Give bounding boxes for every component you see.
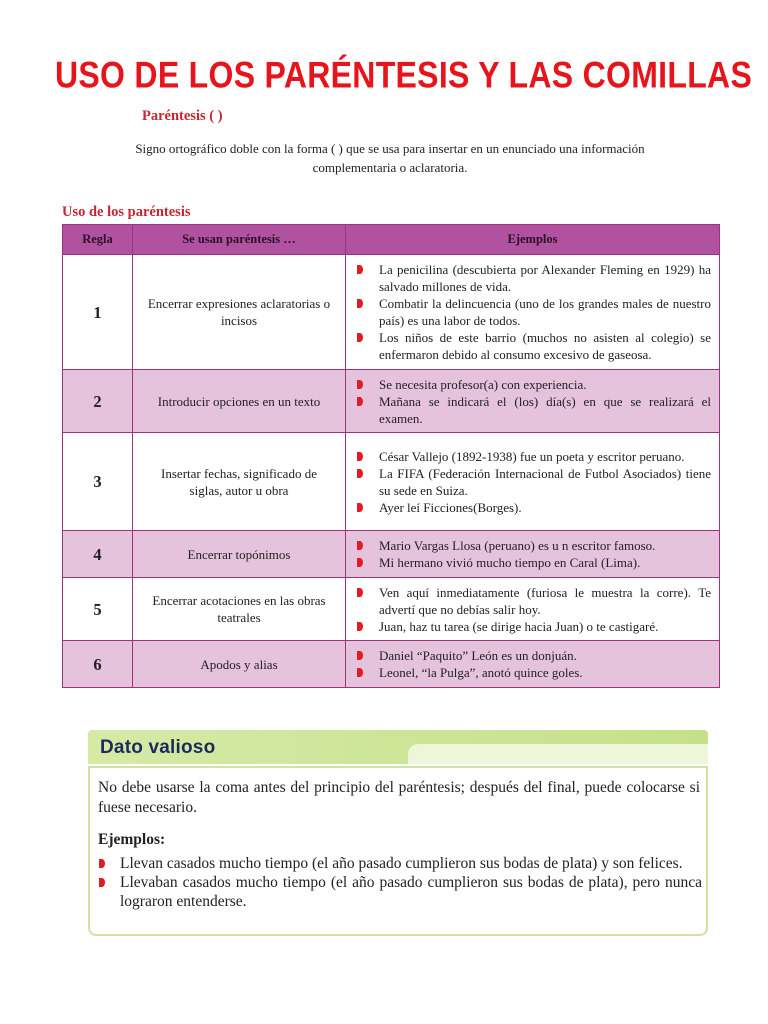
rule-use: Encerrar topónimos	[133, 531, 346, 578]
rule-examples	[346, 578, 720, 641]
dato-valioso-box	[88, 730, 708, 936]
example-item: La FIFA (Federación Internacional de Futbol Asociados) tiene su sede en Suiza.	[354, 465, 711, 499]
list-item: Llevaban casados mucho tiempo (el año pasado cumplieron sus bodas de plata), pero nunca lograron entenderse.	[98, 873, 702, 911]
rules-table	[62, 224, 720, 688]
dato-examples-label: Ejemplos:	[98, 831, 166, 848]
table-row	[63, 433, 720, 531]
example-item: La penicilina (descubierta por Alexander Fleming en 1929) ha salvado millones de vida.	[354, 261, 711, 295]
rule-number: 1	[63, 255, 133, 370]
rule-number: 3	[63, 433, 133, 531]
rule-examples	[346, 255, 720, 370]
bullet-icon	[357, 397, 363, 406]
column-header-examples: Ejemplos	[346, 225, 720, 255]
example-item: Se necesita profesor(a) con experiencia.	[354, 376, 711, 393]
dato-body	[88, 766, 708, 936]
example-item: Los niños de este barrio (muchos no asisten al colegio) se enfermaron debido al consumo excesivo de gaseosa.	[354, 329, 711, 363]
table-header-row	[63, 225, 720, 255]
rule-use: Encerrar acotaciones en las obras teatrales	[133, 578, 346, 641]
page-title: USO DE LOS PARÉNTESIS Y LAS COMILLAS	[55, 54, 753, 96]
bullet-icon	[357, 452, 363, 461]
rule-examples	[346, 531, 720, 578]
list-item: Llevan casados mucho tiempo (el año pasado cumplieron sus bodas de plata) y son felices.	[98, 854, 702, 873]
rule-number: 5	[63, 578, 133, 641]
table-row	[63, 531, 720, 578]
dato-examples	[98, 854, 702, 911]
bullet-icon	[357, 503, 363, 512]
section-subheading: Paréntesis ( )	[142, 108, 223, 124]
rule-use: Insertar fechas, significado de siglas, autor u obra	[133, 433, 346, 531]
rule-use: Encerrar expresiones aclaratorias o incisos	[133, 255, 346, 370]
rule-number: 4	[63, 531, 133, 578]
table-row	[63, 578, 720, 641]
example-item: Daniel “Paquito” León es un donjuán.	[354, 647, 711, 664]
bullet-icon	[357, 265, 363, 274]
example-item: Mañana se indicará el (los) día(s) en que se realizará el examen.	[354, 393, 711, 427]
bullet-icon	[357, 651, 363, 660]
column-header-rule: Regla	[63, 225, 133, 255]
rule-use: Introducir opciones en un texto	[133, 370, 346, 433]
table-row	[63, 255, 720, 370]
example-item: Mi hermano vivió mucho tiempo en Caral (Lima).	[354, 554, 711, 571]
example-item: Mario Vargas Llosa (peruano) es u n escritor famoso.	[354, 537, 711, 554]
definition-text: Signo ortográfico doble con la forma ( ) que se usa para insertar en un enunciado una información complementaria o aclaratoria.	[135, 141, 645, 175]
table-heading: Uso de los paréntesis	[62, 204, 191, 220]
example-item: Combatir la delincuencia (uno de los grandes males de nuestro país) es una labor de todos.	[354, 295, 711, 329]
dato-text: No debe usarse la coma antes del principio del paréntesis; después del final, puede colocarse si fuese necesario.	[98, 779, 700, 816]
bullet-icon	[357, 469, 363, 478]
rule-number: 6	[63, 641, 133, 688]
example-item: Ayer leí Ficciones(Borges).	[354, 499, 711, 516]
bullet-icon	[99, 859, 105, 868]
dato-header-tab	[408, 744, 708, 764]
example-item: Ven aquí inmediatamente (furiosa le muestra la corre). Te advertí que no debías salir hoy.	[354, 584, 711, 618]
bullet-icon	[357, 558, 363, 567]
rule-examples	[346, 433, 720, 531]
rule-examples	[346, 370, 720, 433]
bullet-icon	[357, 622, 363, 631]
bullet-icon	[357, 668, 363, 677]
dato-title: Dato valioso	[100, 737, 216, 758]
bullet-icon	[99, 878, 105, 887]
dato-header	[88, 730, 708, 764]
rule-examples	[346, 641, 720, 688]
bullet-icon	[357, 333, 363, 342]
bullet-icon	[357, 541, 363, 550]
column-header-use: Se usan paréntesis …	[133, 225, 346, 255]
rule-number: 2	[63, 370, 133, 433]
example-item: Juan, haz tu tarea (se dirige hacia Juan) o te castigaré.	[354, 618, 711, 635]
table-row	[63, 370, 720, 433]
bullet-icon	[357, 299, 363, 308]
example-item: Leonel, “la Pulga”, anotó quince goles.	[354, 664, 711, 681]
bullet-icon	[357, 380, 363, 389]
rule-use: Apodos y alias	[133, 641, 346, 688]
example-item: César Vallejo (1892-1938) fue un poeta y escritor peruano.	[354, 448, 711, 465]
table-row	[63, 641, 720, 688]
bullet-icon	[357, 588, 363, 597]
